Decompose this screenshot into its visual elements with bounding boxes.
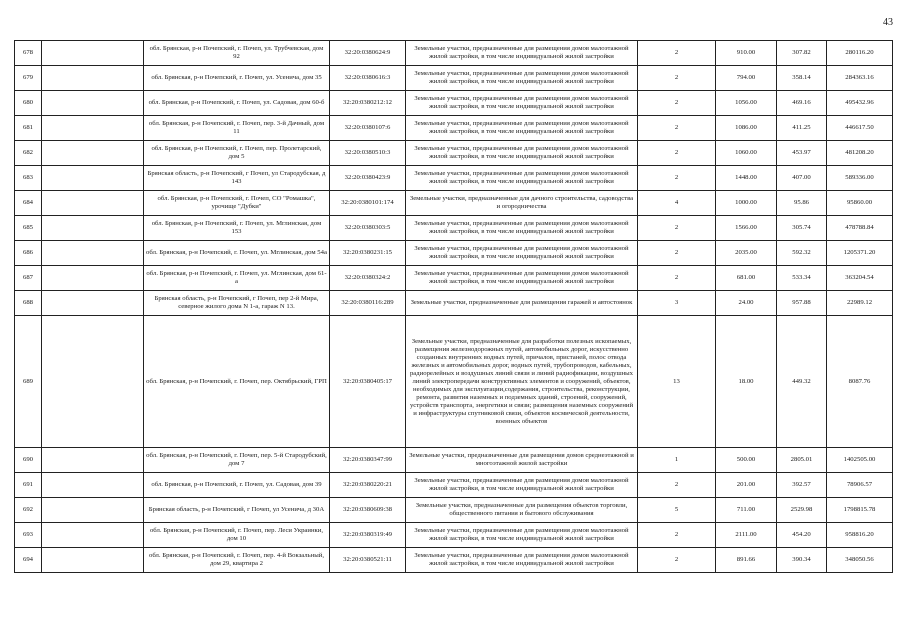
address-cell: обл. Брянская, р-н Почепский, г. Почеп, ул. Трубчевская, дом 92 — [144, 41, 330, 66]
cadastral-value-cell: 95860.00 — [827, 191, 893, 216]
area-cell: 1060.00 — [716, 141, 777, 166]
use-group-cell: 5 — [638, 498, 716, 523]
address-cell: обл. Брянская, р-н Почепский, г. Почеп, пер. 3-й Дачный, дом 11 — [144, 116, 330, 141]
specific-value-cell: 307.82 — [777, 41, 827, 66]
specific-value-cell: 411.25 — [777, 116, 827, 141]
table-row — [15, 473, 893, 498]
row-number: 689 — [15, 316, 42, 448]
permitted-use-cell: Земельные участки, предназначенные для размещения домов среднеэтажной и многоэтажной жилой застройки — [406, 448, 638, 473]
cadastral-value-cell: 22989.12 — [827, 291, 893, 316]
specific-value-cell: 533.34 — [777, 266, 827, 291]
blank-cell — [42, 41, 144, 66]
permitted-use-cell: Земельные участки, предназначенные для дачного строительства, садоводства и огородничества — [406, 191, 638, 216]
blank-cell — [42, 498, 144, 523]
address-cell: обл. Брянская, р-н Почепский, г. Почеп, пер. Октябрьский, ГРП — [144, 316, 330, 448]
permitted-use-cell: Земельные участки, предназначенные для размещения домов малоэтажной жилой застройки, в том числе индивидуальной жилой застройки — [406, 166, 638, 191]
cadastral-value-cell: 589336.00 — [827, 166, 893, 191]
blank-cell — [42, 116, 144, 141]
row-number: 687 — [15, 266, 42, 291]
area-cell: 794.00 — [716, 66, 777, 91]
cadastral-number-cell: 32:20:0380101:174 — [330, 191, 406, 216]
blank-cell — [42, 216, 144, 241]
area-cell: 711.00 — [716, 498, 777, 523]
specific-value-cell: 469.16 — [777, 91, 827, 116]
cadastral-number-cell: 32:20:0380107:6 — [330, 116, 406, 141]
cadastral-value-cell: 1205371.20 — [827, 241, 893, 266]
table-row — [15, 41, 893, 66]
area-cell: 910.00 — [716, 41, 777, 66]
address-cell: обл. Брянская, р-н Почепский, г. Почеп, ул. Садовая, дом 60-б — [144, 91, 330, 116]
use-group-cell: 2 — [638, 41, 716, 66]
table-row — [15, 448, 893, 473]
area-cell: 1086.00 — [716, 116, 777, 141]
address-cell: обл. Брянская, р-н Почепский, г. Почеп, ул. Садовая, дом 39 — [144, 473, 330, 498]
permitted-use-cell: Земельные участки, предназначенные для размещения домов малоэтажной жилой застройки, в том числе индивидуальной жилой застройки — [406, 523, 638, 548]
blank-cell — [42, 291, 144, 316]
row-number: 685 — [15, 216, 42, 241]
area-cell: 500.00 — [716, 448, 777, 473]
use-group-cell: 2 — [638, 91, 716, 116]
row-number: 681 — [15, 116, 42, 141]
use-group-cell: 2 — [638, 266, 716, 291]
table-row — [15, 166, 893, 191]
address-cell: обл. Брянская, р-н Почепский, г. Почеп, ул. Усенича, дом 35 — [144, 66, 330, 91]
cadastral-value-table — [14, 40, 893, 573]
blank-cell — [42, 523, 144, 548]
address-cell: обл. Брянская, р-н Почепский, г. Почеп, пер. Леси Украинки, дом 10 — [144, 523, 330, 548]
permitted-use-cell: Земельные участки, предназначенные для размещения домов малоэтажной жилой застройки, в том числе индивидуальной жилой застройки — [406, 91, 638, 116]
table-row — [15, 216, 893, 241]
table-row — [15, 316, 893, 448]
specific-value-cell: 454.20 — [777, 523, 827, 548]
row-number: 680 — [15, 91, 42, 116]
area-cell: 1000.00 — [716, 191, 777, 216]
blank-cell — [42, 166, 144, 191]
cadastral-number-cell: 32:20:0380609:38 — [330, 498, 406, 523]
address-cell: Брянская область, р-н Почепский, г Почеп, ул Усенича, д 30А — [144, 498, 330, 523]
area-cell: 681.00 — [716, 266, 777, 291]
specific-value-cell: 453.97 — [777, 141, 827, 166]
cadastral-number-cell: 32:20:0380303:5 — [330, 216, 406, 241]
permitted-use-cell: Земельные участки, предназначенные для размещения домов малоэтажной жилой застройки, в том числе индивидуальной жилой застройки — [406, 116, 638, 141]
address-cell: обл. Брянская, р-н Почепский, г. Почеп, пер. Пролетарский, дом 5 — [144, 141, 330, 166]
specific-value-cell: 358.14 — [777, 66, 827, 91]
cadastral-value-cell: 78906.57 — [827, 473, 893, 498]
use-group-cell: 2 — [638, 116, 716, 141]
row-number: 684 — [15, 191, 42, 216]
table-row — [15, 91, 893, 116]
cadastral-value-cell: 8087.76 — [827, 316, 893, 448]
specific-value-cell: 305.74 — [777, 216, 827, 241]
use-group-cell: 2 — [638, 216, 716, 241]
use-group-cell: 2 — [638, 241, 716, 266]
cadastral-number-cell: 32:20:0380231:15 — [330, 241, 406, 266]
cadastral-value-cell: 958816.20 — [827, 523, 893, 548]
specific-value-cell: 407.00 — [777, 166, 827, 191]
specific-value-cell: 95.86 — [777, 191, 827, 216]
address-cell: обл. Брянская, р-н Почепский, г. Почеп, СО "Ромашка", урочище "Дубки" — [144, 191, 330, 216]
use-group-cell: 2 — [638, 523, 716, 548]
row-number: 693 — [15, 523, 42, 548]
table-row — [15, 498, 893, 523]
cadastral-number-cell: 32:20:0380220:21 — [330, 473, 406, 498]
row-number: 692 — [15, 498, 42, 523]
use-group-cell: 1 — [638, 448, 716, 473]
cadastral-number-cell: 32:20:0380521:11 — [330, 548, 406, 573]
specific-value-cell: 592.32 — [777, 241, 827, 266]
row-number: 679 — [15, 66, 42, 91]
area-cell: 201.00 — [716, 473, 777, 498]
cadastral-value-cell: 363204.54 — [827, 266, 893, 291]
cadastral-number-cell: 32:20:0380347:99 — [330, 448, 406, 473]
permitted-use-cell: Земельные участки, предназначенные для размещения объектов торговли, общественного питания и бытового обслуживания — [406, 498, 638, 523]
page-number: 43 — [883, 17, 893, 28]
row-number: 683 — [15, 166, 42, 191]
blank-cell — [42, 191, 144, 216]
blank-cell — [42, 241, 144, 266]
cadastral-number-cell: 32:20:0380616:3 — [330, 66, 406, 91]
row-number: 686 — [15, 241, 42, 266]
permitted-use-cell: Земельные участки, предназначенные для размещения домов малоэтажной жилой застройки, в том числе индивидуальной жилой застройки — [406, 241, 638, 266]
row-number: 690 — [15, 448, 42, 473]
table-row — [15, 141, 893, 166]
blank-cell — [42, 548, 144, 573]
permitted-use-cell: Земельные участки, предназначенные для размещения домов малоэтажной жилой застройки, в том числе индивидуальной жилой застройки — [406, 66, 638, 91]
area-cell: 1056.00 — [716, 91, 777, 116]
area-cell: 18.00 — [716, 316, 777, 448]
blank-cell — [42, 266, 144, 291]
cadastral-number-cell: 32:20:0380510:3 — [330, 141, 406, 166]
permitted-use-cell: Земельные участки, предназначенные для размещения домов малоэтажной жилой застройки, в том числе индивидуальной жилой застройки — [406, 216, 638, 241]
use-group-cell: 13 — [638, 316, 716, 448]
use-group-cell: 2 — [638, 473, 716, 498]
table-row — [15, 191, 893, 216]
blank-cell — [42, 316, 144, 448]
table-row — [15, 266, 893, 291]
table-row — [15, 291, 893, 316]
area-cell: 2111.00 — [716, 523, 777, 548]
cadastral-number-cell: 32:20:0380624:9 — [330, 41, 406, 66]
use-group-cell: 4 — [638, 191, 716, 216]
permitted-use-cell: Земельные участки, предназначенные для размещения домов малоэтажной жилой застройки, в том числе индивидуальной жилой застройки — [406, 41, 638, 66]
address-cell: обл. Брянская, р-н Почепский, г. Почеп, ул. Мглинская, дом 54а — [144, 241, 330, 266]
cadastral-number-cell: 32:20:0380324:2 — [330, 266, 406, 291]
address-cell: обл. Брянская, р-н Почепский, г. Почеп, ул. Мглинская, дом 153 — [144, 216, 330, 241]
blank-cell — [42, 141, 144, 166]
permitted-use-cell: Земельные участки, предназначенные для размещения домов малоэтажной жилой застройки, в том числе индивидуальной жилой застройки — [406, 548, 638, 573]
cadastral-number-cell: 32:20:0380116:289 — [330, 291, 406, 316]
area-cell: 891.66 — [716, 548, 777, 573]
permitted-use-cell: Земельные участки, предназначенные для разработки полезных ископаемых, размещения железнодорожных путей, автомобильных дорог, искусственно созданных внутренних водных путей, причалов, пристаней, полос отвода железных и автомобильных дорог, водных путей, трубопроводов, кабельных, радиорелейных и воздушных линий связи и линий радиофикации, воздушных линий электропередачи конструктивных элементов и сооружений, объектов, необходимых для эксплуатации,содержания, строительства, реконструкции, ремонта, развития наземных и подземных зданий, строений, сооружений, устройств транспорта, энергетики и связи; размещения наземных сооружений и инфраструктуры спутниковой связи, объектов космической деятельности, военных объектов — [406, 316, 638, 448]
cadastral-value-cell: 481208.20 — [827, 141, 893, 166]
specific-value-cell: 392.57 — [777, 473, 827, 498]
row-number: 682 — [15, 141, 42, 166]
specific-value-cell: 957.88 — [777, 291, 827, 316]
specific-value-cell: 449.32 — [777, 316, 827, 448]
cadastral-value-cell: 280116.20 — [827, 41, 893, 66]
permitted-use-cell: Земельные участки, предназначенные для размещения домов малоэтажной жилой застройки, в том числе индивидуальной жилой застройки — [406, 141, 638, 166]
cadastral-number-cell: 32:20:0380319:49 — [330, 523, 406, 548]
specific-value-cell: 2805.01 — [777, 448, 827, 473]
specific-value-cell: 2529.98 — [777, 498, 827, 523]
cadastral-value-cell: 478788.84 — [827, 216, 893, 241]
use-group-cell: 2 — [638, 141, 716, 166]
area-cell: 1566.00 — [716, 216, 777, 241]
area-cell: 2035.00 — [716, 241, 777, 266]
area-cell: 1448.00 — [716, 166, 777, 191]
address-cell: обл. Брянская, р-н Почепский, г. Почеп, ул. Мглинская, дом 61-а — [144, 266, 330, 291]
blank-cell — [42, 91, 144, 116]
cadastral-value-cell: 1402505.00 — [827, 448, 893, 473]
cadastral-value-cell: 348050.56 — [827, 548, 893, 573]
address-cell: обл. Брянская, р-н Почепский, г. Почеп, пер. 5-й Стародубский, дом 7 — [144, 448, 330, 473]
row-number: 688 — [15, 291, 42, 316]
blank-cell — [42, 473, 144, 498]
cadastral-value-cell: 446617.50 — [827, 116, 893, 141]
table-row — [15, 523, 893, 548]
table-row — [15, 116, 893, 141]
address-cell: Брянская область, р-н Почепский, г Почеп, пер 2-й Мира, северное жилого дома N 1-а, гараж N 13. — [144, 291, 330, 316]
address-cell: Брянская область, р-н Почепский, г Почеп, ул Стародубская, д 143 — [144, 166, 330, 191]
row-number: 691 — [15, 473, 42, 498]
use-group-cell: 2 — [638, 548, 716, 573]
permitted-use-cell: Земельные участки, предназначенные для размещения домов малоэтажной жилой застройки, в том числе индивидуальной жилой застройки — [406, 473, 638, 498]
permitted-use-cell: Земельные участки, предназначенные для размещения домов малоэтажной жилой застройки, в том числе индивидуальной жилой застройки — [406, 266, 638, 291]
cadastral-value-cell: 284363.16 — [827, 66, 893, 91]
specific-value-cell: 390.34 — [777, 548, 827, 573]
blank-cell — [42, 448, 144, 473]
cadastral-number-cell: 32:20:0380405:17 — [330, 316, 406, 448]
cadastral-number-cell: 32:20:0380212:12 — [330, 91, 406, 116]
use-group-cell: 3 — [638, 291, 716, 316]
cadastral-value-cell: 495432.96 — [827, 91, 893, 116]
cadastral-value-cell: 1798815.78 — [827, 498, 893, 523]
area-cell: 24.00 — [716, 291, 777, 316]
use-group-cell: 2 — [638, 66, 716, 91]
permitted-use-cell: Земельные участки, предназначенные для размещения гаражей и автостоянок — [406, 291, 638, 316]
cadastral-number-cell: 32:20:0380423:9 — [330, 166, 406, 191]
use-group-cell: 2 — [638, 166, 716, 191]
address-cell: обл. Брянская, р-н Почепский, г. Почеп, пер. 4-й Вокзальный, дом 29, квартира 2 — [144, 548, 330, 573]
table-row — [15, 241, 893, 266]
table-row — [15, 66, 893, 91]
blank-cell — [42, 66, 144, 91]
row-number: 694 — [15, 548, 42, 573]
table-row — [15, 548, 893, 573]
row-number: 678 — [15, 41, 42, 66]
